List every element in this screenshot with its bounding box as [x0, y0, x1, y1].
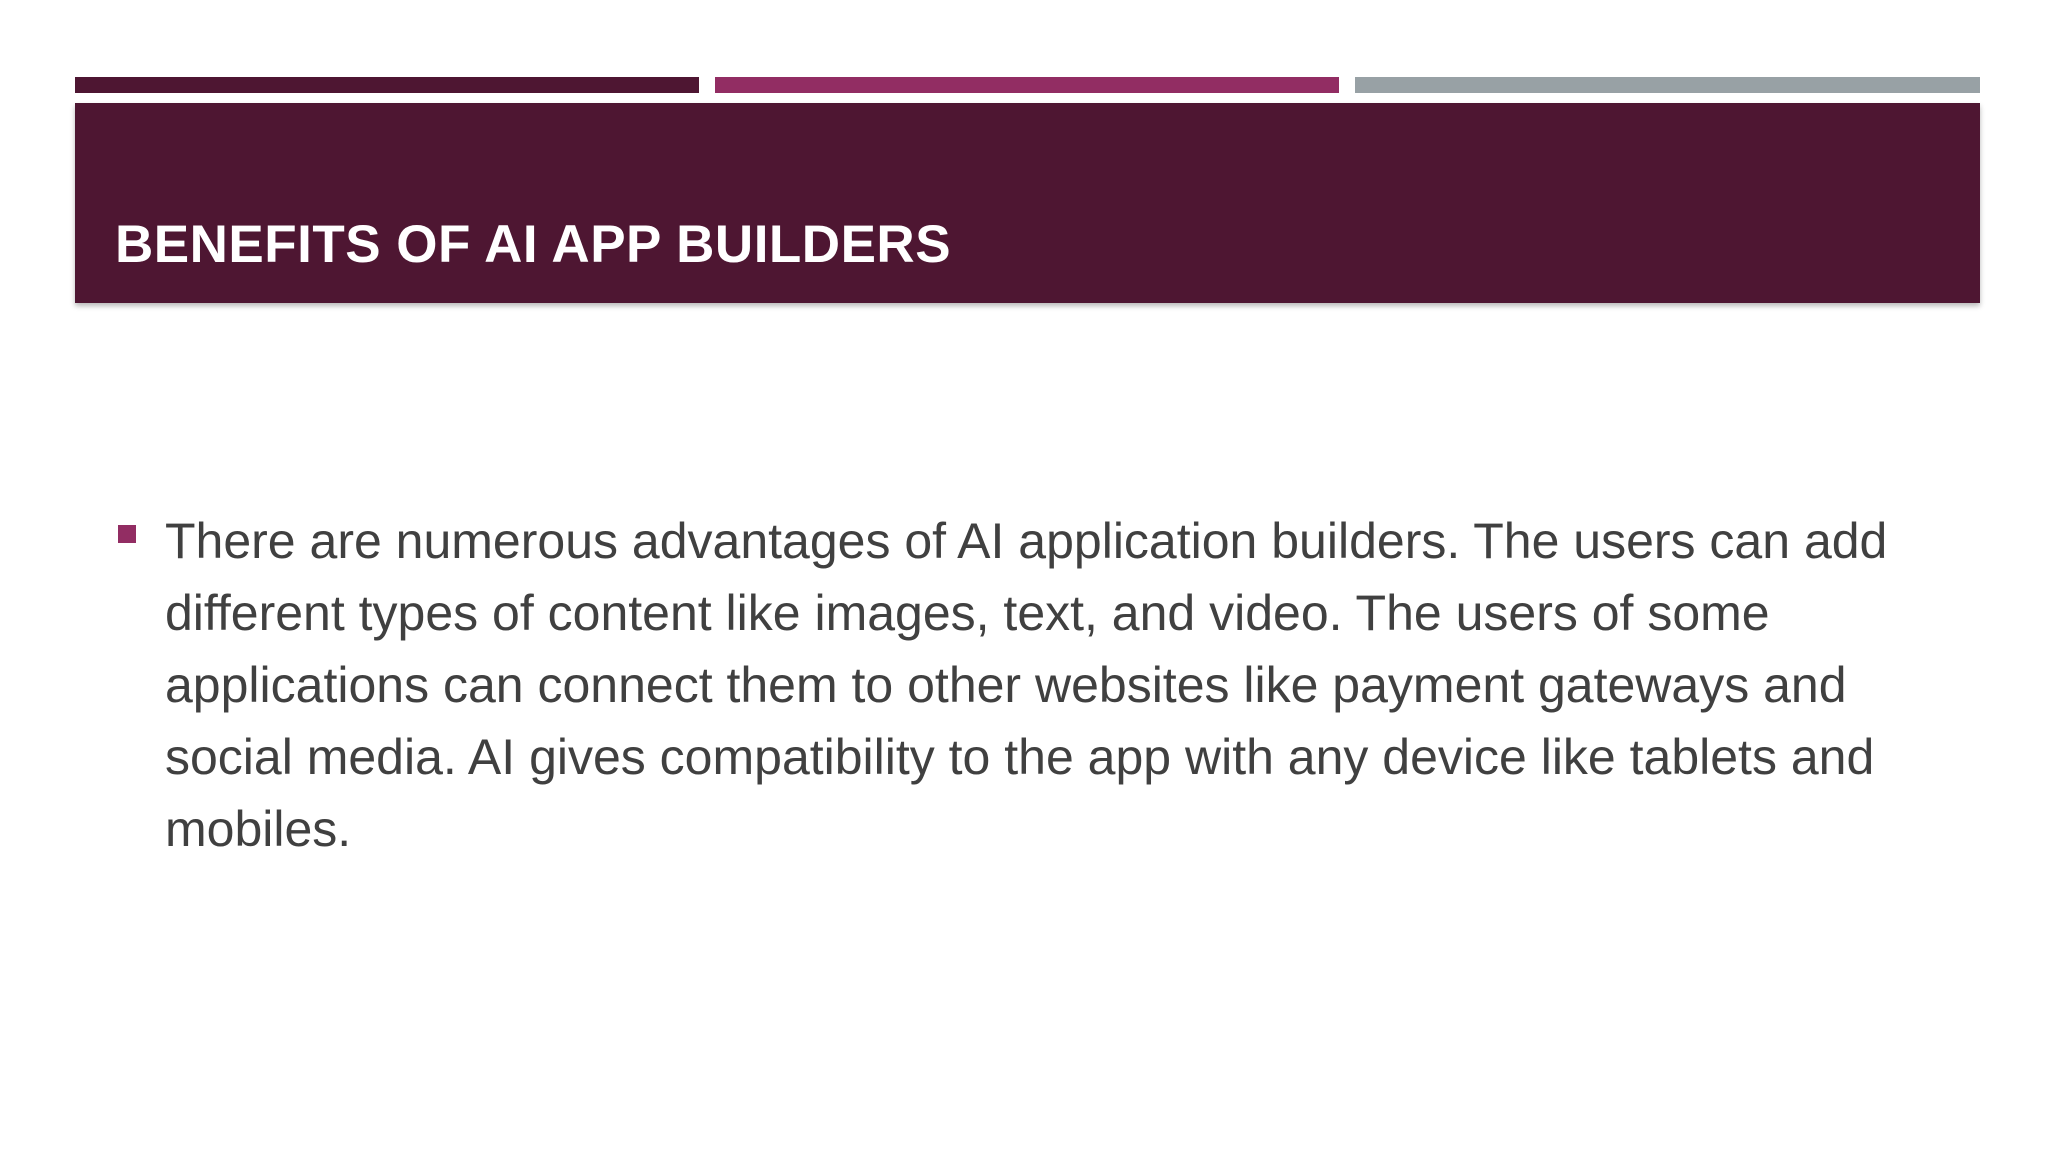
bullet-item	[115, 505, 1935, 865]
content-area	[115, 505, 1935, 865]
bullet-text: There are numerous advantages of AI application builders. The users can add different types of content like images, text, and video. The users of some applications can connect them to other websites like payment gateways and social media. AI gives compatibility to the app with any device like tablets and mobiles.	[165, 513, 1888, 857]
title-band	[75, 103, 1980, 303]
square-bullet-icon	[118, 525, 136, 543]
accent-bar-magenta	[715, 77, 1339, 93]
slide-title: BENEFITS OF AI APP BUILDERS	[115, 215, 952, 274]
accent-bar-gray	[1355, 77, 1980, 93]
accent-bar-dark	[75, 77, 699, 93]
